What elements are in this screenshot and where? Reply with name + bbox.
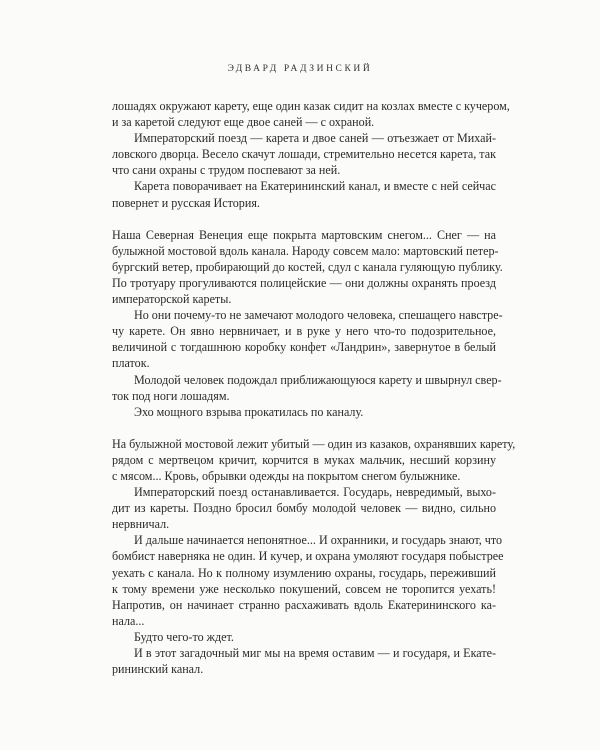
text-line: ловского дворца. Весело скачут лошади, стремительно несется карета, так [112, 147, 496, 162]
text-line: что сани охраны с трудом поспевают за ней. [112, 163, 341, 178]
text-line: ток под ноги лошадям. [112, 388, 230, 403]
text-line: По тротуару прогуливаются полицейские — они должны охранять проезд [112, 275, 496, 290]
text-line: лошадях окружают карету, еще один казак сидит на козлах вместе с кучером, [112, 99, 510, 113]
text-line: Но они почему-то не замечают молодого человека, спешащего навстре- [134, 308, 503, 323]
paragraph [112, 130, 496, 178]
paragraph [112, 227, 503, 307]
body-text [112, 98, 516, 677]
text-line: И дальше начинается непонятное... И охранники, и государь знают, что [134, 533, 502, 548]
text-line: рининский канал. [112, 662, 204, 677]
text-line: повернет и русская История. [112, 195, 260, 210]
text-line: Напротив, он начинает странно расхаживать вдоль Екатерининского ка- [112, 597, 496, 612]
paragraph [112, 372, 502, 404]
running-head: ЭДВАРД РАДЗИНСКИЙ [227, 64, 373, 74]
text-line: бомбист наверняка не один. И кучер, и охрана умоляют государя побыстрее [112, 549, 504, 564]
text-line: На булыжной мостовой лежит убитый — один из казаков, охранявших карету, [112, 436, 516, 451]
paragraph [112, 484, 496, 532]
text-line: Императорский поезд — карета и двое саней — отъезжает от Михай- [134, 131, 496, 146]
text-line: Будто чего-то ждет. [134, 629, 234, 644]
text-line: Императорский поезд останавливается. Государь, невредимый, выхо- [134, 485, 496, 500]
text-line: И в этот загадочный миг мы на время оставим — и государя, и Екате- [134, 646, 496, 660]
paragraph [112, 532, 504, 629]
paragraph [112, 98, 510, 130]
paragraph [112, 404, 496, 420]
text-line: платок. [112, 356, 150, 371]
text-line: величиной с тогдашнюю коробку конфет «Ландрин», завернутое в белый [112, 340, 496, 355]
text-line: к тому времени уже несколько покушений, совсем не торопится уехать! [112, 581, 496, 596]
text-line: нала... [112, 613, 145, 628]
text-line: нервничал. [112, 517, 170, 532]
text-line: дит из кареты. Поздно бросил бомбу молодой человек — видно, сильно [112, 501, 496, 516]
text-line: Молодой человек подождал приближающуюся карету и швырнул свер- [134, 372, 502, 387]
text-line: бургский ветер, пробирающий до костей, сдул с канала гуляющую публику. [112, 259, 503, 274]
paragraph [112, 645, 496, 677]
text-line: и за каретой следуют еще двое саней — с охраной. [112, 115, 375, 130]
paragraph [112, 629, 496, 645]
section-break [112, 420, 496, 436]
paragraph [112, 436, 516, 484]
text-line: Карета поворачивает на Екатерининский канал, и вместе с ней сейчас [134, 179, 496, 194]
text-line: императорской кареты. [112, 292, 232, 307]
section-break [112, 211, 496, 227]
paragraph [112, 307, 503, 371]
text-line: Наша Северная Венеция еще покрыта мартовским снегом... Снег — на [112, 227, 496, 242]
text-line: рядом с мертвецом кричит, корчится в муках мальчик, несший корзину [112, 452, 496, 467]
text-line: булыжной мостовой вдоль канала. Народу совсем мало: мартовский петер- [112, 243, 499, 258]
text-line: уехать с канала. Но к полному изумлению охраны, государь, переживший [112, 565, 496, 580]
text-line: чу карете. Он явно нервничает, и в руке у него что-то подозрительное, [112, 324, 496, 339]
text-line: Эхо мощного взрыва прокатилась по каналу. [134, 404, 364, 419]
text-line: с мясом... Кровь, обрывки одежды на покрытом снегом булыжнике. [112, 468, 461, 483]
paragraph [112, 178, 496, 210]
